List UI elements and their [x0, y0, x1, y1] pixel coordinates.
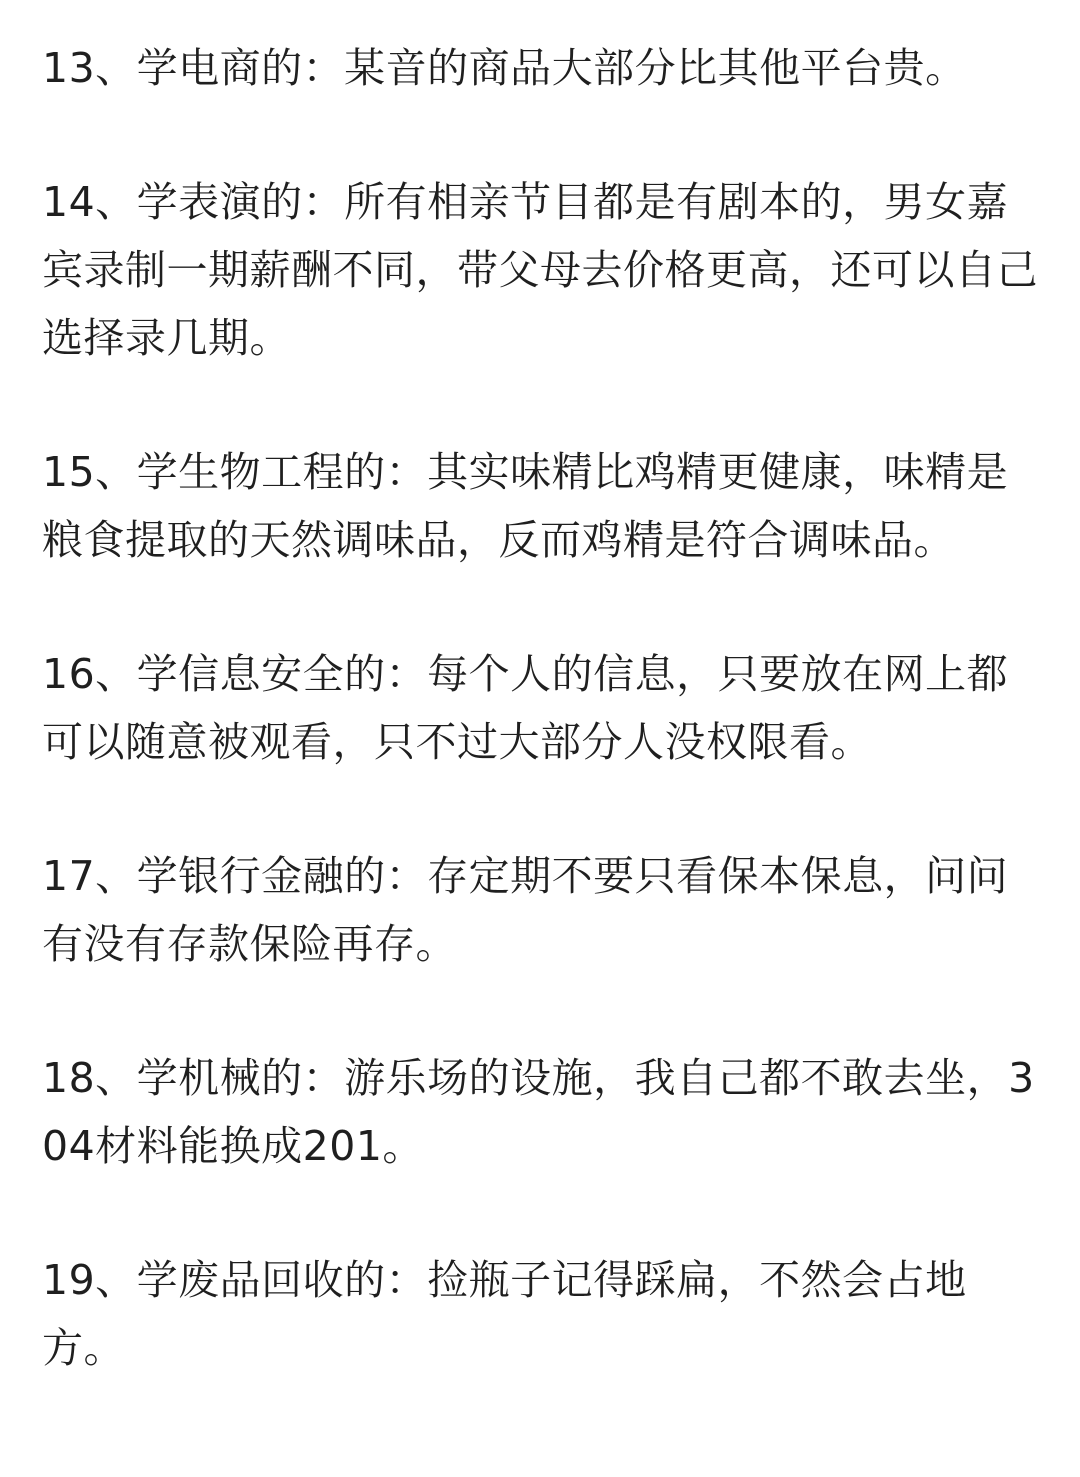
paragraph-13: 13、学电商的：某音的商品大部分比其他平台贵。 [42, 44, 967, 92]
paragraph-15: 15、学生物工程的：其实味精比鸡精更健康，味精是粮食提取的天然调味品，反而鸡精是符合调味品。 [42, 448, 1009, 564]
paragraph-19: 19、学废品回收的：捡瓶子记得踩扁，不然会占地方。 [42, 1256, 967, 1372]
paragraph-18: 18、学机械的：游乐场的设施，我自己都不敢去坐，304材料能换成201。 [42, 1054, 1035, 1170]
paragraph-14: 14、学表演的：所有相亲节目都是有剧本的，男女嘉宾录制一期薪酬不同，带父母去价格更高，还可以自己选择录几期。 [42, 178, 1038, 362]
paragraph-17: 17、学银行金融的：存定期不要只看保本保息，问问有没有存款保险再存。 [42, 852, 1009, 968]
paragraph-16: 16、学信息安全的：每个人的信息，只要放在网上都可以随意被观看，只不过大部分人没权限看。 [42, 650, 1009, 766]
